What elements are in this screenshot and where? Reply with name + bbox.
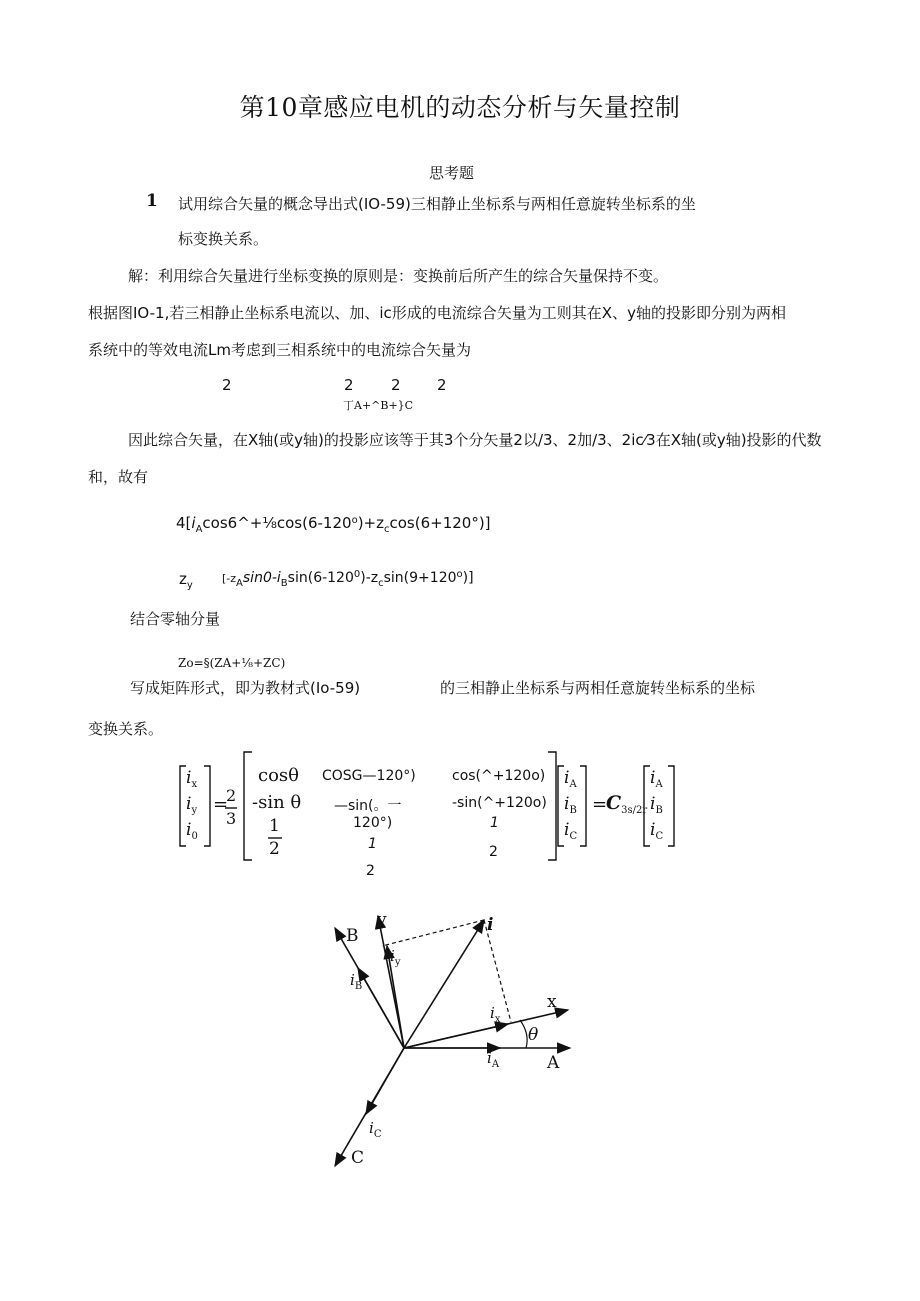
lhs-iy-i: i xyxy=(186,794,192,814)
solution-paragraph-2-line-2: 系统中的等效电流Lm考虑到三相系统中的电流综合矢量为 xyxy=(88,341,471,359)
label-ix: $i_x$ xyxy=(490,1004,501,1025)
lhs-ix-sub: x xyxy=(191,779,198,790)
rhs2-ib-i: i xyxy=(650,794,656,814)
label-ia: $i_A$ xyxy=(487,1049,500,1070)
eq-ix-part3: cos(6+120°)] xyxy=(389,514,491,532)
m31-den: 2 xyxy=(269,839,280,859)
eq-iy-deg: 0 xyxy=(353,569,361,580)
page-title: 第10章感应电机的动态分析与矢量控制 xyxy=(239,93,681,122)
question-number: 1 xyxy=(146,191,158,211)
rhs-ia-sub: A xyxy=(569,779,577,790)
solution-paragraph-4: 结合零轴分量 xyxy=(130,610,221,628)
rhs-ic-i: i xyxy=(564,820,570,840)
rhs2-ic-i: i xyxy=(650,820,656,840)
rhs2-ia-i: i xyxy=(650,768,656,788)
lhs-i0-i: i xyxy=(186,820,192,840)
eq-iy-z-sub: y xyxy=(186,580,193,591)
label-ib: $i_B$ xyxy=(350,971,363,992)
eq1-terms: 丁A+^B+}C xyxy=(343,399,414,412)
eq-iy-sub3: c xyxy=(378,578,384,589)
rhs-ic-sub: C xyxy=(569,831,578,842)
theta-arc xyxy=(520,1020,527,1048)
label-c: C xyxy=(351,1148,365,1168)
eq-iy-part2: sin0-i xyxy=(242,570,281,586)
m12: COSG—120°) xyxy=(322,768,416,784)
m13: cos(^+120o) xyxy=(452,768,546,784)
equation-zero-axis: Zo=§(ZA+⅛+ZC) xyxy=(178,656,286,670)
eq-ix-part2: )+z xyxy=(357,514,384,532)
eq-iy-sub1: A xyxy=(236,578,243,589)
label-y: y xyxy=(377,910,387,930)
eq1-coefficient-3: 2 xyxy=(391,376,401,394)
m22: —sin(。一 xyxy=(334,798,402,814)
vector-i xyxy=(404,920,484,1048)
eq-ix-ia: i xyxy=(191,514,196,532)
section-heading: 思考题 xyxy=(429,164,475,182)
lhs-iy-sub: y xyxy=(191,805,198,816)
solution-paragraph-5-left: 写成矩阵形式，即为教材式(Io-59) xyxy=(130,679,361,697)
eq-ix-ia-sub: A xyxy=(195,524,203,535)
label-i: i xyxy=(487,915,494,935)
m33: 1 xyxy=(490,815,499,831)
eq1-coefficient-2: 2 xyxy=(344,376,354,394)
eq-ix-lead: 4[ xyxy=(176,514,192,532)
eq-iy-part1: [-z xyxy=(222,572,237,585)
rhs-ib-i: i xyxy=(564,794,570,814)
solution-paragraph-2-line-1: 根据图IO-1,若三相静止坐标系电流以、加、ic形成的电流综合矢量为工则其在X、y轴的投影即分别为两相 xyxy=(88,304,786,322)
eq-iy-sub2: B xyxy=(280,578,288,589)
rhs2-ic-sub: C xyxy=(655,831,664,842)
eq1-coefficient-4: 2 xyxy=(437,376,447,394)
m23: -sin(^+120o) xyxy=(452,795,547,811)
m22-cont: 120°) xyxy=(353,815,393,831)
coef-denominator: 3 xyxy=(226,809,237,828)
label-x: x xyxy=(547,992,557,1012)
solution-paragraph-3-line-2: 和，故有 xyxy=(88,468,149,486)
eq-ix-deg: o xyxy=(351,515,358,526)
eq-iy-part3: sin(6-120 xyxy=(287,570,354,586)
m32-den: 2 xyxy=(366,863,375,879)
solution-paragraph-5-right: 的三相静止坐标系与两相任意旋转坐标系的坐标 xyxy=(440,679,756,697)
transform-c-letter: C xyxy=(606,792,622,814)
lhs-i0-sub: 0 xyxy=(191,831,198,842)
label-ic: $i_C$ xyxy=(369,1119,382,1140)
vector-ix xyxy=(404,1024,508,1048)
projection-to-y xyxy=(382,920,484,946)
label-a: A xyxy=(547,1053,560,1073)
m11: cosθ xyxy=(258,765,299,786)
rhs2-ia-sub: A xyxy=(655,779,663,790)
lhs-ix-i: i xyxy=(186,768,192,788)
equals-1: = xyxy=(213,794,229,815)
m33-den: 2 xyxy=(489,844,498,860)
eq-ix-zc-sub: c xyxy=(383,524,390,535)
rhs-ib-sub: B xyxy=(569,805,577,816)
label-b: B xyxy=(346,926,359,946)
transform-c-sub: 3s/2r xyxy=(621,805,648,816)
question-line-1: 试用综合矢量的概念导出式(IO-59)三相静止坐标系与两相任意旋转坐标系的坐 xyxy=(178,195,696,213)
m32: 1 xyxy=(368,836,377,852)
rhs2-ib-sub: B xyxy=(655,805,663,816)
eq-iy-deg2: o xyxy=(456,569,463,580)
label-theta: θ xyxy=(528,1025,539,1045)
m31-num: 1 xyxy=(269,816,280,836)
rhs-ia-i: i xyxy=(564,768,570,788)
eq-iy-part4: )-z xyxy=(360,570,379,586)
projection-to-x xyxy=(484,920,511,1022)
solution-paragraph-1: 解：利用综合矢量进行坐标变换的原则是：变换前后所产生的综合矢量保持不变。 xyxy=(128,267,669,285)
eq-iy-z: z xyxy=(179,570,187,588)
vector-ic xyxy=(366,1048,404,1114)
eq-iy-part6: )] xyxy=(462,570,474,586)
solution-paragraph-3-line-1: 因此综合矢量，在X轴(或y轴)的投影应该等于其3个分矢量2以/3、2加/3、2ic⁄3在X轴(或y轴)投影的代数 xyxy=(128,431,822,449)
label-iy: $i_y$ xyxy=(390,947,401,968)
coef-numerator: 2 xyxy=(226,786,237,805)
equals-2: = xyxy=(592,794,608,815)
m21: -sin θ xyxy=(252,792,302,813)
solution-paragraph-5-line-2: 变换关系。 xyxy=(88,720,164,738)
eq-iy-part5: sin(9+120 xyxy=(383,570,457,586)
eq-ix-part1: cos6^+⅛cos(6-120 xyxy=(202,514,352,532)
eq1-coefficient-1: 2 xyxy=(222,376,232,394)
question-line-2: 标变换关系。 xyxy=(178,230,269,248)
